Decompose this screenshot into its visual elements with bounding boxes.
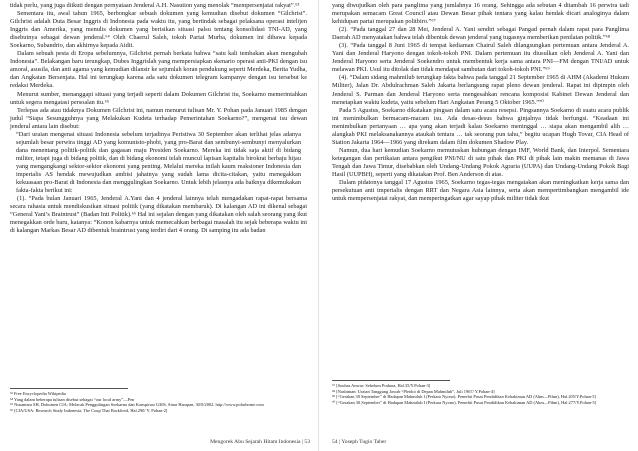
left-footnotes — [10, 388, 307, 413]
left-body-text — [10, 2, 307, 235]
paragraph: Sementara itu, awal tahun 1965, berbongkar sebuah dokumen yang kemudian disebut dokumen “Gilchrist”. Gilchrist adalah Duta Besar Inggris di Indonesia pada waktu itu, yang bertindak sebagai pelaksana operasi intelijen Inggris dan Amerika, yang menulis dokumen yang berisikan situasi palsu tentang konsolidasi TNI-AD, yang disebutnya sebagai dewan jenderal.⁶⁴ Oleh Chaerul Saleh, tokoh Partai Murba, dokumen ini dibawa kepada Soekarno, Subandrio, dan akhirnya kepada Aidit. — [10, 10, 307, 50]
footnote: ⁶⁶ [CIA/USA: Research Study Indonesia, The Coup That Backfired, Hal.290/ Y. Pohan-2] — [10, 407, 168, 413]
footnote: ⁶⁹ [“Gerakan 30 September” di Hadapan Mahmilub I (Perkara Nyono), Penerbit Pusat Pendidikan Kehakiman AD (Ahm—Pthm), Hal.205/Y.Pohan-5] — [332, 394, 596, 400]
footnote: ⁷⁰ [“Gerakan 30 September” di Hadapan Mahmilub I (Perkara Nyono), Penerbit Pusat Pendidikan Kehakiman AD (Ahm—Pthm), Hal.277/Y.Pohan-5] — [332, 399, 597, 405]
right-footnotes — [332, 380, 629, 405]
right-page — [319, 0, 638, 451]
paragraph: yang diwujudkan oleh para panglima yang jumlahnya 16 orang. Sehingga ada sebutan 4 ditambah 16 perwira tadi merupakan semacam Great Council atau Dewan Besar pihak tentara yang kalau hendak dicari analoginya dalam kehidupan partai merupakan politbiro.”⁶⁷ — [332, 2, 629, 26]
footnote: ⁶⁷ [Soubas Anwar: Sebelum Prahara, Hal.35/Y.Pohan-3] — [332, 383, 431, 388]
paragraph: Dalam sebuah pesta di Eropa sebelumnya, Gilchrist pernah berkata bahwa “satu kali tembakan akan mengubah Indonesia”. Belakangan baru terungkap, Dubes Inggrislah yang mempersiapkan skenario operasi anti-PKI dengan isu amoral, asusila, dan anti agama yang kemudian dilansir ke sejumlah koran pendukung seperti Merdeka, Berita Yudha, dan Angkatan Bersenjata. Hal ini terungkap karena ada satu dokumen telegram kampanye dengan isu tersebut ke redaksi Merdeka. — [10, 50, 307, 90]
left-page-footer: Mengorek Abu Sejarah Hitam Indonesia | 53 — [210, 439, 310, 445]
paragraph: Pada 5 Agustus, Soekarno dikatakan pingsan dalam satu acara resepsi. Pingsannya Soekarno di suatu acara publik ini menimbulkan bermacam-macam isu. Ada desas-desus bahwa ginjalnya tidak berfungsi. “Keadaan ini menimbulkan pertanyaan … apa yang akan terjadi kalau Soekarno meninggal … siapa akan mengambil alih … alangkah PKI melaksanakannya ataukah tentara … tak seorang pun tahu,” begitu ucapan Hugh Tovar, CIA Head of Station Jakarta 1964—1966 yang direkam dalam film dokumen Shadow Play. — [332, 106, 629, 146]
footnote-rule — [332, 380, 450, 381]
paragraph: (4). “Dalam sidang mahmilub terungkap fakta bahwa pada tanggal 21 September 1965 di AHM (Akademi Hukum Militer), Jalan Dr. Abdulrachman Saleh Jakarta berlangsung rapat pleno dewan jenderal. Rapat ini dipimpin oleh Jenderal S. Parman dan Jenderal Haryono serta mengesahkan rencana komposisi Kabinet Dewan Jenderal dan menetapkan waktu kudeta, yaitu sebelum Hari Angkatan Perang 5 Oktober 1965.”⁷⁰ — [332, 74, 629, 106]
paragraph: Terlepas ada atau tidaknya Dokumen Gilchrist ini, namun menurut tulisan Mr. Y. Pohan pada Januari 1985 dengan judul “Siapa Sesungguhnya yang Melakukan Kudeta terhadap Pemerintahan Soekarno?”, mengenai isu dewan jenderal antara lain disebut: — [10, 106, 307, 130]
right-body-text — [332, 2, 629, 203]
block-quote: “Dari uraian mengenai situasi Indonesia sebelum terjadinya Peristiwa 30 September akan terlihat jelas adanya sejumlah besar perwira tinggi AD yang komunisto-phobi, yang pro-Barat dan sembunyi-sembunyi menyalurkan dana menentang politik-politik dan gagasan maju Presiden Soekarno. Mereka ini tidak saja aktif di bidang militer, tetapi juga di bidang politik, dan di bidang ekonomi telah muncul lapisan kapitalis birokrat berbaju hijau yang mengangkangi sektor-sektor ekonomi yang penting. Melalui mereka inilah kaum reaksioner Indonesia dan imperialis AS hendak mewujudkan ambisi jahatnya yang sudah lama dicita-citakan, yaitu menegakkan kekuasaan pro-Barat di Indonesia dan menggulingkan Soekarno. Untuk lebih jelasnya ada baiknya dikemukakan fakta-fakta berikut ini: — [16, 130, 301, 195]
paragraph: (2). “Pada tanggal 27 dan 28 Mei, Jenderal A. Yani sendiri sebagai Pangad pernah dalam rapat para Panglima Daerah AD menyatakan bahwa telah dibentuk dewan jenderal yang tugasnya memberikan penilaian politik.”⁶⁸ — [332, 26, 629, 42]
paragraph: Menurut sumber, menanggapi situasi yang terjadi seperti dalam Dokumen Gilchrist itu, Soekarno memerintahkan untuk segera mengatasi persoalan itu.⁶⁵ — [10, 90, 307, 106]
right-page-footer: 54 | Yoseph Tugio Taher — [332, 439, 387, 445]
footnote-rule — [10, 388, 128, 389]
footnote: ⁶⁸ [Nasbiman: Uraian Tanggung Jawab “Pleidoi di Depan Mahmilub”, Juli 1967/ Y.Pohan-4] — [332, 388, 495, 394]
paragraph: Namun, dua hari kemudian Soekarno memutuskan hubungan dengan IMF, World Bank, dan Interpol. Sementara ketegangan dan pertikaian antara pengikut PNI/NU di satu pihak dan PKI di pihak lain makin memanas di Jawa Tengah dan Jawa Timur, disebabkan oleh Undang-Undang Pokok Agraria (UUPA) dan Undang-Undang Pokok Bagi Hasil (UUPBH), seperti yang dikatakan Prof. Ben Anderson di atas. — [332, 146, 629, 178]
footnote: ⁶⁴ Yang dalam beberapa tulisan disebut sebagai “our local army”—Pen — [10, 396, 135, 402]
paragraph: (1). “Pada bulan Januari 1965, Jenderal A.Yani dan 4 jenderal lainnya telah mengadakan rapat-rapat bersama secara rahasia untuk mendiskusikan situasi politik (yang dikatakan membaruk). Di kalangan AD ini dikenal sebagai “General Yani’s Braintrust” (Badan Inti Politik).⁶⁶ Hal ini sejalan dengan yang dikatakan oleh salah seorang yang ikut menegakkan orde baru, katanya: “Konon kabarnya untuk memecahkan berbagai masalah itu sejak beberapa waktu ini di kalangan Markas Besar AD dibentuk braintrust yang terdiri dari 4 orang. Di samping itu ada badan — [10, 195, 307, 235]
paragraph: tidak perlu, yang juga diikuti dengan pernyataan Jenderal A.H. Nasution yang menolak “mempersenjatai rakyat”.⁶³ — [10, 2, 300, 9]
footnote: ⁶⁵ Nusantara SH, Dokumen CIA: Melacak Penggulingan Soekarno dan Konspirasi G30S, Sinar Harapan, 30/9/2002. http://www.polarhome.com — [10, 402, 264, 408]
paragraph: (3). “Pada tanggal 8 Juni 1965 di tempat kediaman Chairul Saleh dilangsungkan pertemuan antara Jenderal A. Yani dan Jenderal Haryono dengan tokoh-tokoh PNI. Dalam pertemuan itu diusulkan oleh Jenderal A. Yani dan Jenderal Haryono serta Jenderal Soekendro untuk membentuk kerja sama antara PNI—FM dengan TNI/AD untuk melawan PKI. Usul itu ditolak dan tidak mendapat sambutan dari tokoh-tokoh PNI.”⁶⁹ — [332, 42, 629, 74]
footnote: ⁶³ Free Encyclopedia Wikipedia — [10, 391, 66, 396]
paragraph: Dalam pidatonya tanggal 17 Agustus 1965, Soekarno tegas-tegas mengatakan akan meningkatkan kerja sama dan persekutuan anti imperialis dengan RRT dan Negara Asia lainnya, serta akan mempertimbangkan mengambil ide untuk mempersenjatai rakyat, dan memperingatkan agar sayap pihak militer tidak ikut — [332, 179, 629, 203]
